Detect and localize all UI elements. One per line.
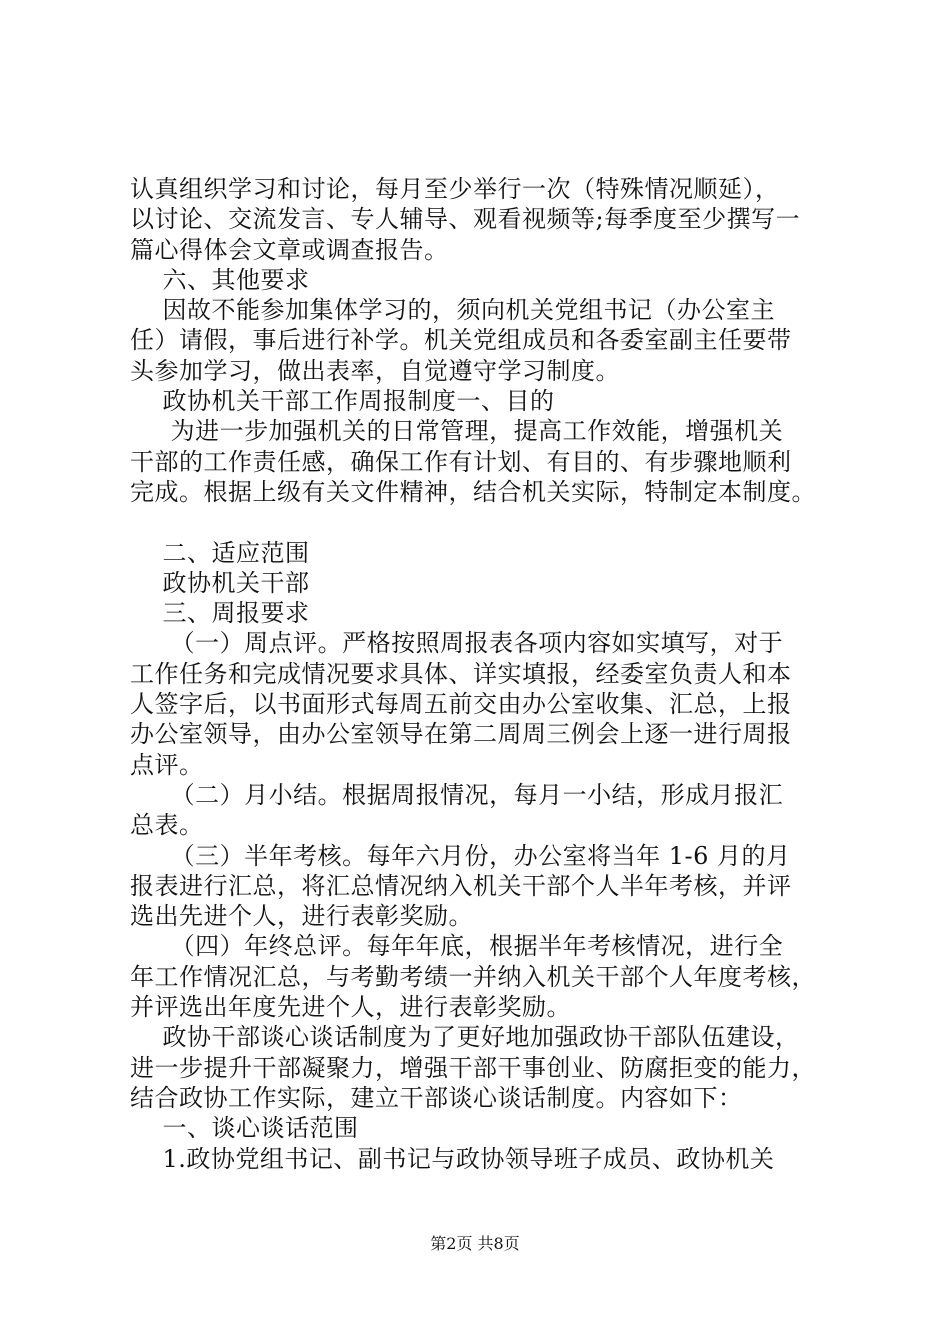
section-heading: 政协机关干部工作周报制度一、目的 xyxy=(130,387,555,416)
text-line: 政协机关干部 xyxy=(130,568,310,597)
section-heading: 六、其他要求 xyxy=(130,265,310,294)
text-line: 篇心得体会文章或调查报告。 xyxy=(130,235,449,264)
text-line: （四）年终总评。每年年底，根据半年考核情况，进行全 xyxy=(130,932,784,961)
text-line: 工作任务和完成情况要求具体、详实填报，经委室负责人和本 xyxy=(130,659,792,688)
text-line: 点评。 xyxy=(130,750,204,779)
text-line: 因故不能参加集体学习的，须向机关党组书记（办公室主 xyxy=(130,296,776,325)
text-line: 政协干部谈心谈话制度为了更好地加强政协干部队伍建设， xyxy=(130,1023,800,1052)
section-heading: 一、谈心谈话范围 xyxy=(130,1114,359,1143)
text-line: （二）月小结。根据周报情况，每月一小结，形成月报汇 xyxy=(130,780,784,809)
text-line: 任）请假，事后进行补学。机关党组成员和各委室副主任要带 xyxy=(130,326,792,355)
text-line: 结合政协工作实际，建立干部谈心谈话制度。内容如下： xyxy=(130,1083,743,1112)
text-line: 选出先进个人，进行表彰奖励。 xyxy=(130,902,473,931)
text-line: 年工作情况汇总，与考勤考绩一并纳入机关干部个人年度考核， xyxy=(130,962,816,991)
text-line: 干部的工作责任感，确保工作有计划、有目的、有步骤地顺利 xyxy=(130,447,792,476)
text-line: 办公室领导，由办公室领导在第二周周三例会上逐一进行周报 xyxy=(130,720,792,749)
blank-line xyxy=(130,507,850,537)
document-body xyxy=(130,174,850,1174)
text-line: 认真组织学习和讨论，每月至少举行一次（特殊情况顺延）， xyxy=(130,175,780,203)
text-line: （一）周点评。严格按照周报表各项内容如实填写，对于 xyxy=(130,629,784,658)
text-line: 1.政协党组书记、副书记与政协领导班子成员、政协机关 xyxy=(130,1144,775,1173)
text-line: 进一步提升干部凝聚力，增强干部干事创业、防腐拒变的能力， xyxy=(130,1053,816,1082)
page-footer xyxy=(0,1234,950,1254)
section-heading: 二、适应范围 xyxy=(130,538,310,567)
text-line: 人签字后，以书面形式每周五前交由办公室收集、汇总，上报 xyxy=(130,690,792,719)
text-line: 并评选出年度先进个人，进行表彰奖励。 xyxy=(130,993,571,1022)
section-heading: 三、周报要求 xyxy=(130,599,310,628)
page-number: 第2页 共8页 xyxy=(430,1234,520,1253)
text-line: 完成。根据上级有关文件精神，结合机关实际，特制定本制度。 xyxy=(130,477,816,506)
text-line: （三）半年考核。每年六月份，办公室将当年 1-6 月的月 xyxy=(130,841,791,870)
text-line: 为进一步加强机关的日常管理，提高工作效能，增强机关 xyxy=(130,417,784,446)
text-line: 报表进行汇总，将汇总情况纳入机关干部个人半年考核，并评 xyxy=(130,871,792,900)
text-line: 以讨论、交流发言、专人辅导、观看视频等;每季度至少撰写一 xyxy=(130,205,801,234)
text-line: 头参加学习，做出表率，自觉遵守学习制度。 xyxy=(130,356,620,385)
text-line: 总表。 xyxy=(130,811,204,840)
